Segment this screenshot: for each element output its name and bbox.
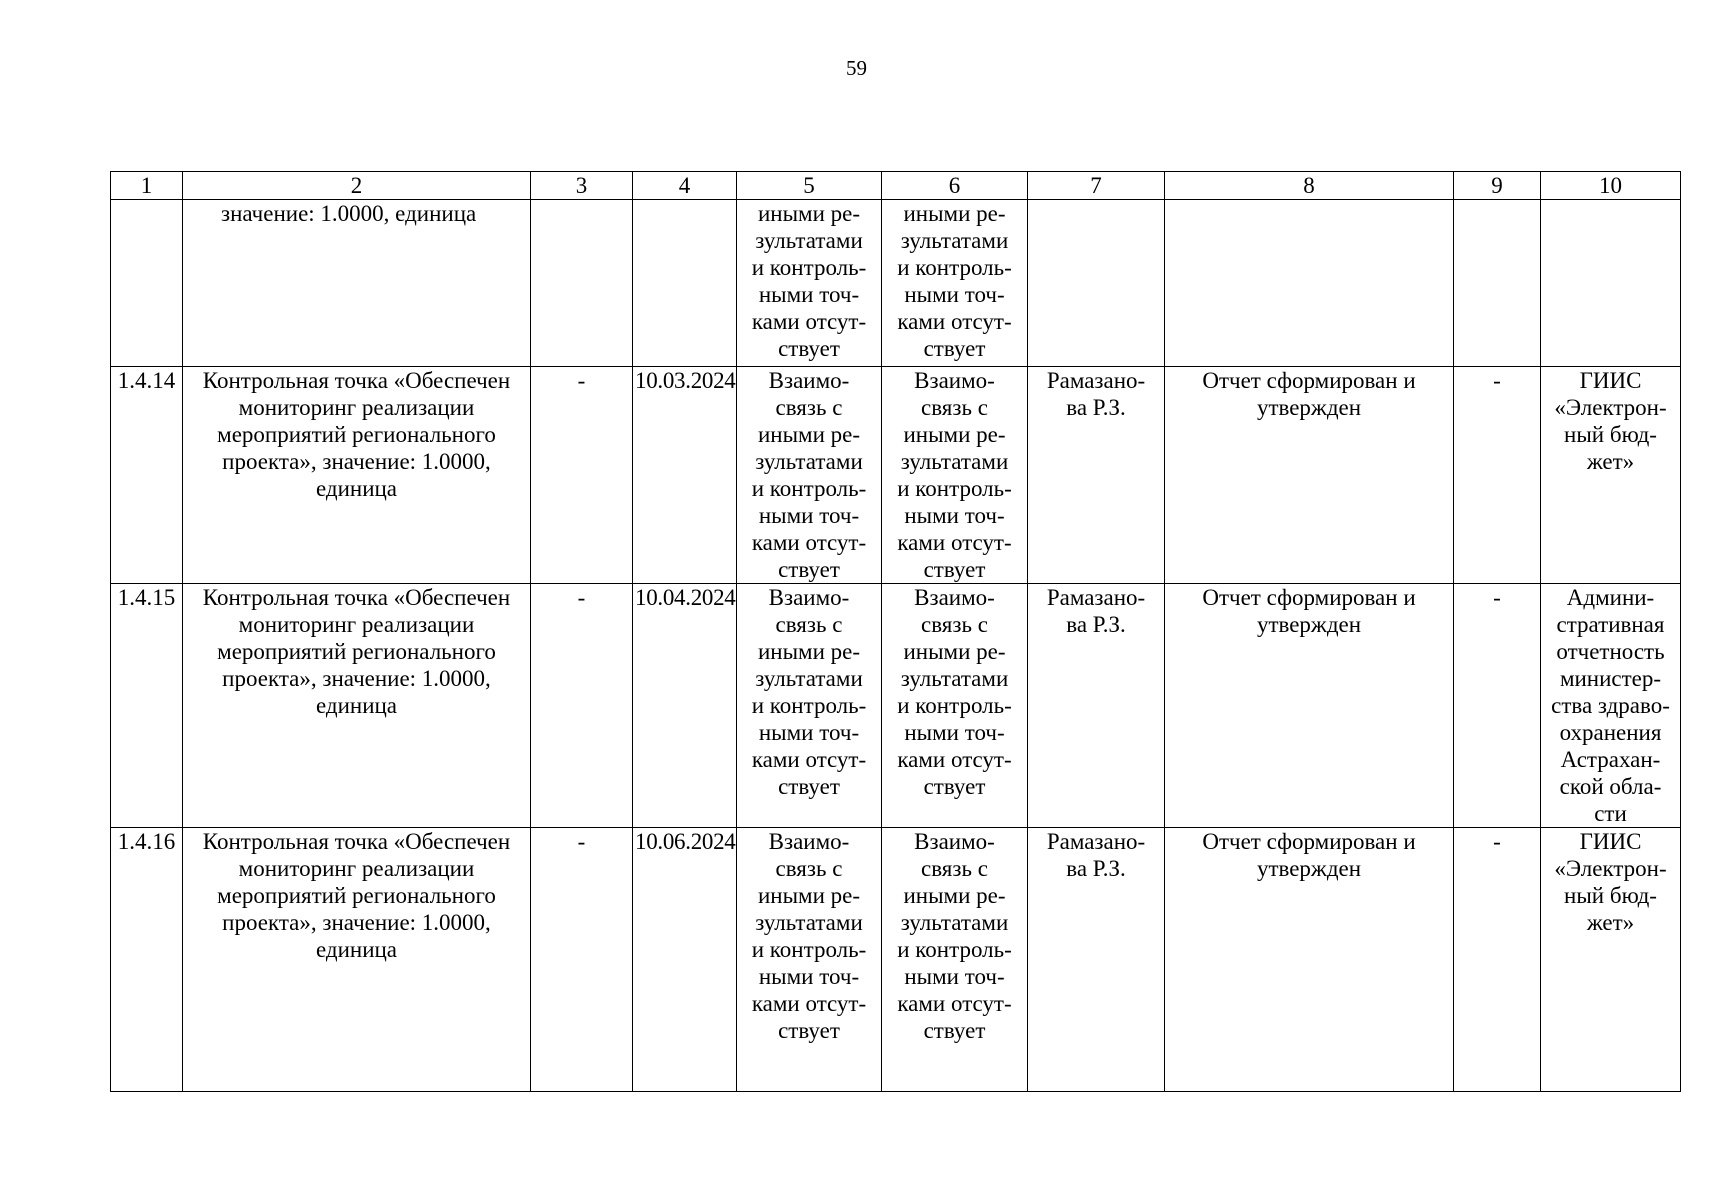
cell-col9: - — [1454, 584, 1541, 828]
cell-name: Контрольная точка «Обеспечен мониторинг реализации мероприятий регионального проекта», значение: 1.0000, единица — [183, 828, 531, 1092]
cell-name: Контрольная точка «Обеспечен мониторинг реализации мероприятий регионального проекта», значение: 1.0000, единица — [183, 367, 531, 584]
table-row — [111, 367, 1681, 584]
table-row-continuation — [111, 200, 1681, 367]
header-cell: 10 — [1541, 172, 1681, 200]
cell-relation-6: Взаимо- связь с иными ре- зультатами и контроль- ными точ- ками отсут- ствует — [882, 584, 1028, 828]
header-cell: 1 — [111, 172, 183, 200]
cell-relation-5: иными ре- зультатами и контроль- ными точ- ками отсут- ствует — [737, 200, 882, 367]
header-cell: 7 — [1028, 172, 1165, 200]
cell-responsible: Рамазано- ва Р.З. — [1028, 584, 1165, 828]
cell-col9: - — [1454, 367, 1541, 584]
cell-col3: - — [531, 828, 633, 1092]
page-number: 59 — [846, 56, 867, 80]
cell-source: ГИИС «Электрон- ный бюд- жет» — [1541, 367, 1681, 584]
header-row — [111, 172, 1681, 200]
cell-relation-6: Взаимо- связь с иными ре- зультатами и контроль- ными точ- ками отсут- ствует — [882, 828, 1028, 1092]
cell-relation-6: Взаимо- связь с иными ре- зультатами и контроль- ными точ- ками отсут- ствует — [882, 367, 1028, 584]
cell-result — [1165, 200, 1454, 367]
cell-date: 10.04.2024 — [633, 584, 737, 828]
cell-date: 10.06.2024 — [633, 828, 737, 1092]
cell-result: Отчет сформирован и утвержден — [1165, 584, 1454, 828]
cell-relation-6: иными ре- зультатами и контроль- ными точ- ками отсут- ствует — [882, 200, 1028, 367]
cell-responsible: Рамазано- ва Р.З. — [1028, 828, 1165, 1092]
cell-number — [111, 200, 183, 367]
header-cell: 5 — [737, 172, 882, 200]
cell-date — [633, 200, 737, 367]
cell-number: 1.4.14 — [111, 367, 183, 584]
cell-name: Контрольная точка «Обеспечен мониторинг реализации мероприятий регионального проекта», значение: 1.0000, единица — [183, 584, 531, 828]
cell-result: Отчет сформирован и утвержден — [1165, 828, 1454, 1092]
table-row — [111, 584, 1681, 828]
cell-col9: - — [1454, 828, 1541, 1092]
cell-responsible: Рамазано- ва Р.З. — [1028, 367, 1165, 584]
cell-number: 1.4.15 — [111, 584, 183, 828]
cell-source: ГИИС «Электрон- ный бюд- жет» — [1541, 828, 1681, 1092]
header-cell: 6 — [882, 172, 1028, 200]
cell-result: Отчет сформирован и утвержден — [1165, 367, 1454, 584]
cell-source: Админи- стративная отчетность министер- ства здраво- охранения Астрахан- ской обла- сти — [1541, 584, 1681, 828]
control-points-table — [110, 171, 1681, 1092]
header-cell: 2 — [183, 172, 531, 200]
cell-responsible — [1028, 200, 1165, 367]
cell-relation-5: Взаимо- связь с иными ре- зультатами и контроль- ными точ- ками отсут- ствует — [737, 584, 882, 828]
header-cell: 8 — [1165, 172, 1454, 200]
cell-name: значение: 1.0000, единица — [183, 200, 531, 367]
header-cell: 9 — [1454, 172, 1541, 200]
cell-relation-5: Взаимо- связь с иными ре- зультатами и контроль- ными точ- ками отсут- ствует — [737, 828, 882, 1092]
cell-source — [1541, 200, 1681, 367]
cell-number: 1.4.16 — [111, 828, 183, 1092]
cell-col9 — [1454, 200, 1541, 367]
table-row — [111, 828, 1681, 1092]
header-cell: 3 — [531, 172, 633, 200]
cell-relation-5: Взаимо- связь с иными ре- зультатами и контроль- ными точ- ками отсут- ствует — [737, 367, 882, 584]
cell-col3 — [531, 200, 633, 367]
cell-col3: - — [531, 367, 633, 584]
cell-date: 10.03.2024 — [633, 367, 737, 584]
cell-col3: - — [531, 584, 633, 828]
header-cell: 4 — [633, 172, 737, 200]
